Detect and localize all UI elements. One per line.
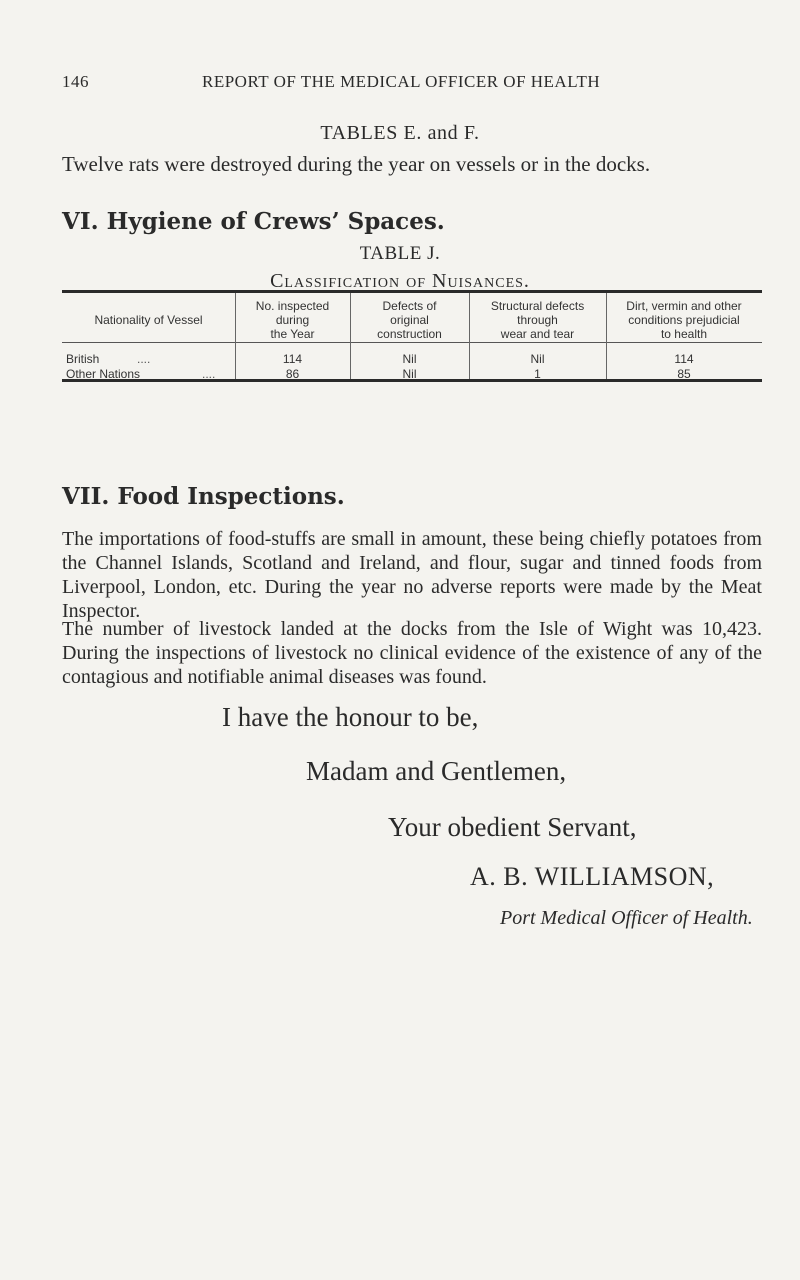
table-cell-original-defects: Nil (402, 367, 417, 381)
table-cell-structural-defects: 1 (534, 367, 541, 381)
column-header-nationality: Nationality of Vessel (94, 313, 203, 327)
table-j-title: TABLE J. (359, 243, 441, 264)
leader-dots: .... (202, 367, 216, 381)
column-header-structural-defects: Structural defects through wear and tear (490, 299, 585, 341)
table-cell-inspected: 86 (285, 367, 300, 381)
table-cell-inspected: 114 (282, 352, 303, 366)
table-cell-nationality: British (66, 352, 100, 366)
signatory-title: Port Medical Officer of Health. (500, 907, 753, 929)
livestock-paragraph: The number of livestock landed at the docks from the Isle of Wight was 10,423. During the inspections of livestock no clinical evidence of the existence of any of the contagious and notifiable animal diseases was found. (62, 618, 762, 688)
table-header-rule (62, 342, 762, 343)
table-cell-original-defects: Nil (402, 352, 417, 366)
table-cell-dirt-vermin: 85 (677, 367, 691, 381)
table-cell-structural-defects: Nil (530, 352, 545, 366)
column-header-dirt-vermin: Dirt, vermin and other conditions prejudicial to health (626, 299, 742, 341)
food-imports-paragraph: The importations of food-stuffs are small in amount, these being chiefly potatoes from the Channel Islands, Scotland and Ireland, and flour, sugar and tinned foods from Liverpool, London, etc. During the year no adverse reports were made by the Meat Inspector. (62, 528, 762, 622)
signatory-name: A. B. WILLIAMSON, (470, 862, 715, 891)
table-j (62, 290, 762, 382)
table-top-rule (62, 290, 762, 293)
closing-line-2: Madam and Gentlemen, (306, 756, 567, 786)
section-6-heading: VI. Hygiene of Crews’ Spaces. (62, 208, 445, 235)
rats-paragraph: Twelve rats were destroyed during the year on vessels or in the docks. (62, 152, 651, 176)
running-title: REPORT OF THE MEDICAL OFFICER OF HEALTH (202, 72, 601, 91)
column-header-original-defects: Defects of original construction (377, 299, 442, 341)
page-number: 146 (62, 72, 89, 91)
closing-line-1: I have the honour to be, (222, 702, 479, 732)
table-j-subtitle: Classification of Nuisances. (270, 270, 530, 292)
table-cell-nationality: Other Nations (66, 367, 141, 381)
leader-dots: .... (137, 352, 151, 366)
section-7-heading: VII. Food Inspections. (62, 483, 345, 510)
table-cell-dirt-vermin: 114 (674, 352, 694, 366)
closing-line-3: Your obedient Servant, (388, 812, 637, 842)
tables-ef-title: TABLES E. and F. (320, 122, 480, 144)
column-header-inspected: No. inspected during the Year (255, 299, 330, 341)
